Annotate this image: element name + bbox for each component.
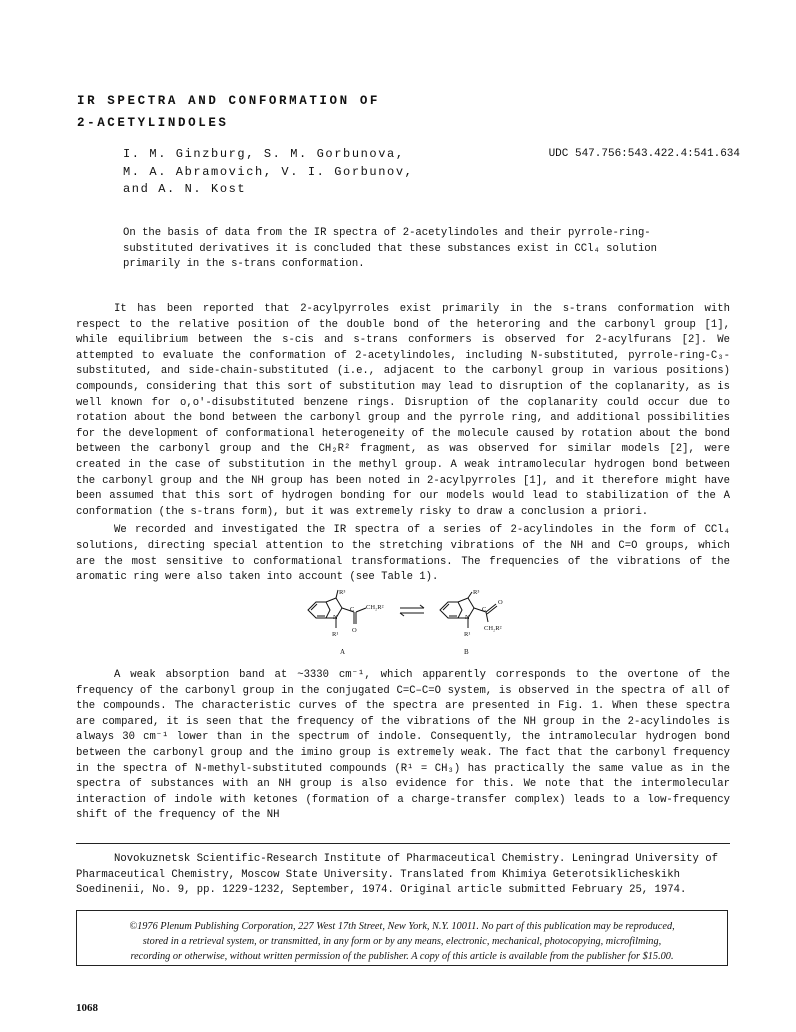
author-line-1: I. M. Ginzburg, S. M. Gorbunova,	[123, 147, 405, 161]
structure-b-drawing	[440, 592, 497, 628]
author-list	[123, 146, 453, 199]
structure-a-c: C	[350, 606, 355, 613]
affiliation-footnote	[76, 852, 730, 899]
footnote-line-3: Soedinenii, No. 9, pp. 1229-1232, September, 1974. Original article submitted February 25, 1974.	[76, 884, 687, 897]
body-paragraph-1: It has been reported that 2-acylpyrroles exist primarily in the s-trans conformation with respect to the relative position of the double bond of the heteroring and the carbonyl group [1], while equilibrium between the s-cis and s-trans conformers is observed for 2-acylfurans [2]. We attempted to evaluate the conformation of 2-acetylindoles, including N-substituted, pyrrole-ring-C₃-substituted, and side-chain-substituted (i.e., adjacent to the carbonyl group in various positions) compounds, considering that this sort of substitution may lead to disruption of the coplanarity, as is well known for o,o′-disubstituted benzene rings. Disruption of the coplanarity could occur due to rotation about the bond between the carbonyl group and the pyrrole ring, and additional possibilities for the development of conformational heterogeneity of the molecule caused by rotation about the bond between the carbonyl group and the CH₂R² fragment, as was observed for similar models [2], were created in the case of substitution in the methyl group. A weak intramolecular hydrogen bond between the carbonyl group and the NH group has been noted in 2-acylpyrroles [1], and it therefore might have been assumed that this sort of hydrogen bonding for our models would lead to stabilization of the A conformation (the s-trans form), but it was extremely risky to draw a conclusion a priori.	[76, 303, 730, 518]
body-paragraph-2: We recorded and investigated the IR spectra of a series of 2-acylindoles in the form of CCl₄ solutions, directing special attention to the stretching vibrations of the NH and C=O groups, which are the most sensitive to conformational transformations. The frequencies of the vibrations of the aromatic ring were also taken into account (see Table 1).	[76, 524, 730, 584]
structure-a-r3: R³	[339, 589, 346, 596]
copyright-line-2: stored in a retrieval system, or transmitted, in any form or by any means, electronic, mechanical, photocopying, microfilming,	[142, 936, 662, 947]
conformation-scheme	[300, 588, 540, 660]
structure-b-n: N	[465, 614, 470, 621]
author-line-2: M. A. Abramovich, V. I. Gorbunov,	[123, 164, 414, 179]
body-section-2	[76, 668, 730, 824]
footnote-line-2: Pharmaceutical Chemistry, Moscow State University. Translated from Khimiya Geterotsiklicheskikh	[76, 868, 680, 881]
article-title-line-1: IR SPECTRA AND CONFORMATION OF	[77, 94, 381, 108]
page-number: 1068	[76, 1002, 98, 1014]
copyright-line-3: recording or otherwise, without written permission of the publisher. A copy of this article is available from the publisher for $15.00.	[130, 951, 674, 962]
structure-b-o: O	[498, 599, 503, 606]
equilibrium-arrows	[400, 605, 424, 616]
structure-b-label: B	[464, 648, 469, 656]
structure-a-o: O	[352, 627, 357, 634]
structure-a-r1: R¹	[332, 631, 339, 638]
abstract: On the basis of data from the IR spectra of 2-acetylindoles and their pyrrole-ring-substituted derivatives it is concluded that these substances exist in CCl₄ solution primarily in the s-trans conformation.	[123, 227, 658, 270]
structure-a-label: A	[340, 648, 346, 656]
structure-b-ch2r2: CH₂R²	[484, 625, 502, 632]
copyright-line-1: ©1976 Plenum Publishing Corporation, 227 West 17th Street, New York, N.Y. 10011. No part of this publication may be reproduced,	[129, 921, 675, 932]
footnote-line-1: Novokuznetsk Scientific-Research Institute of Pharmaceutical Chemistry. Leningrad University of	[114, 853, 718, 865]
body-paragraph-3: A weak absorption band at ~3330 cm⁻¹, which apparently corresponds to the overtone of the frequency of the carbonyl group in the conjugated C=C–C=O system, is observed in the spectra of all of the compounds. The characteristic curves of the spectra are presented in Fig. 1. When these spectra are compared, it is seen that the frequency of the vibrations of the NH group in the 2-acylindoles is always 30 cm⁻¹ lower than in the spectrum of indole. Consequently, the intramolecular hydrogen bond between the carbonyl group and the imino group is extremely weak. The fact that the carbonyl frequency in the spectra of N-methyl-substituted compounds (R¹ = CH₃) has practically the same value as in the spectra of substances with an NH group is also evidence for this. We note that the intermolecular interaction of indole with ketones (formation of a charge-transfer complex) leads to a low-frequency shift of the frequency of the NH	[76, 669, 730, 822]
structure-a-ch2r2: CH₂R²	[366, 604, 384, 611]
structure-b-r1: R¹	[464, 631, 471, 638]
structure-a-n: N	[333, 614, 338, 621]
udc-code: UDC 547.756:543.422.4:541.634	[548, 148, 740, 160]
structure-b-r3: R³	[473, 589, 480, 596]
author-line-3: and A. N. Kost	[123, 182, 247, 196]
article-title-line-2: 2-ACETYLINDOLES	[77, 116, 229, 130]
copyright-notice	[76, 910, 728, 966]
structure-a-drawing	[308, 590, 366, 628]
body-section-1	[76, 302, 730, 586]
structure-b-c: C	[482, 606, 487, 613]
footnote-divider	[76, 843, 730, 844]
